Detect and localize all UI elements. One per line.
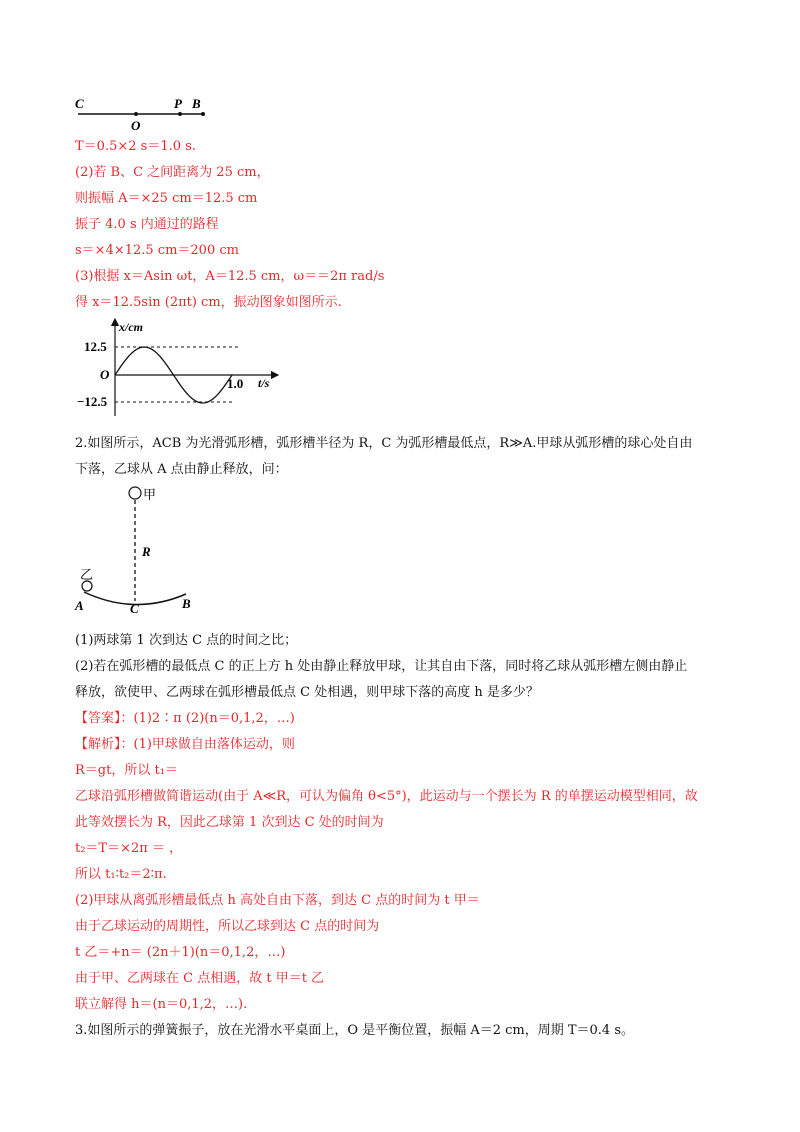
problem-2-text: 下落，乙球从 A 点由静止释放，问： — [75, 462, 288, 477]
analysis-line: 由于甲、乙两球在 C 点相遇，故 t 甲＝t 乙 — [75, 971, 325, 986]
point-b-label: B — [192, 96, 201, 111]
vibration-graph — [70, 318, 290, 422]
point-c-label: C — [130, 601, 139, 616]
answer-line: 【答案】：(1)2∶π (2)(n＝0,1,2，…) — [75, 711, 295, 726]
yi-label: 乙 — [80, 567, 94, 582]
x-axis-label: t/s — [258, 376, 270, 390]
line-segment-figure — [70, 92, 220, 132]
point-o-label: O — [131, 118, 141, 133]
analysis-line: 所以 t₁∶t₂＝2∶π. — [75, 867, 167, 882]
point-p-label: P — [174, 96, 182, 111]
arc-groove-figure — [70, 484, 210, 614]
radius-label: R — [142, 544, 151, 559]
y-axis-label: x/cm — [119, 320, 143, 334]
ball-jia — [129, 487, 141, 499]
y-tick-positive: 12.5 — [84, 339, 107, 354]
analysis-line: t 乙＝+n＝ (2n＋1)(n＝0,1,2，…) — [75, 945, 286, 960]
analysis-line: t₂＝T＝×2π ＝ ， — [75, 841, 183, 856]
question-1: (1)两球第 1 次到达 C 点的时间之比； — [75, 633, 298, 648]
analysis-line: 由于乙球运动的周期性，所以乙球到达 C 点的时间为 — [75, 919, 380, 934]
origin-label: O — [100, 367, 110, 382]
question-2: 释放，欲使甲、乙两球在弧形槽最低点 C 处相遇，则甲球下落的高度 h 是多少？ — [75, 685, 539, 700]
analysis-line: 联立解得 h＝(n＝0,1,2，…). — [75, 997, 248, 1012]
x-tick-end: 1.0 — [227, 376, 244, 391]
solution-line: 则振幅 A＝×25 cm＝12.5 cm — [75, 191, 258, 206]
solution-line: (3)根据 x＝Asin ωt，A＝12.5 cm，ω＝＝2π rad/s — [75, 269, 385, 284]
problem-3-text: 3.如图所示的弹簧振子，放在光滑水平桌面上，O 是平衡位置，振幅 A＝2 cm，周期 T＝0.4 s。 — [75, 1023, 635, 1038]
ball-yi — [82, 581, 92, 591]
point-c-label: C — [75, 96, 84, 111]
point-b-label: B — [182, 596, 191, 611]
analysis-line: 此等效摆长为 R，因此乙球第 1 次到达 C 处的时间为 — [75, 815, 384, 830]
question-2: (2)若在弧形槽的最低点 C 的正上方 h 处由静止释放甲球，让其自由下落，同时将乙球从弧形槽左侧由静止 — [75, 659, 688, 674]
solution-line: 得 x＝12.5sin (2πt) cm，振动图象如图所示. — [75, 295, 342, 310]
y-tick-negative: −12.5 — [77, 394, 108, 409]
problem-2-text: 2.如图所示，ACB 为光滑弧形槽，弧形槽半径为 R，C 为弧形槽最低点，R≫A.甲球从弧形槽的球心处自由 — [75, 436, 693, 451]
analysis-line: 乙球沿弧形槽做简谐运动(由于 A≪R，可认为偏角 θ<5°)，此运动与一个摆长为 R 的单摆运动模型相同，故 — [75, 789, 698, 804]
solution-line: T＝0.5×2 s＝1.0 s. — [75, 139, 196, 154]
analysis-title: 【解析】：(1)甲球做自由落体运动，则 — [75, 737, 295, 752]
solution-line: s＝×4×12.5 cm＝200 cm — [75, 243, 239, 258]
jia-label: 甲 — [143, 487, 157, 502]
point-a-label: A — [75, 598, 84, 613]
analysis-line: (2)甲球从离弧形槽最低点 h 高处自由下落，到达 C 点的时间为 t 甲＝ — [75, 893, 480, 908]
solution-line: (2)若 B、C 之间距离为 25 cm， — [75, 165, 270, 180]
analysis-line: R＝gt，所以 t₁＝ — [75, 763, 178, 778]
solution-line: 振子 4.0 s 内通过的路程 — [75, 217, 219, 232]
